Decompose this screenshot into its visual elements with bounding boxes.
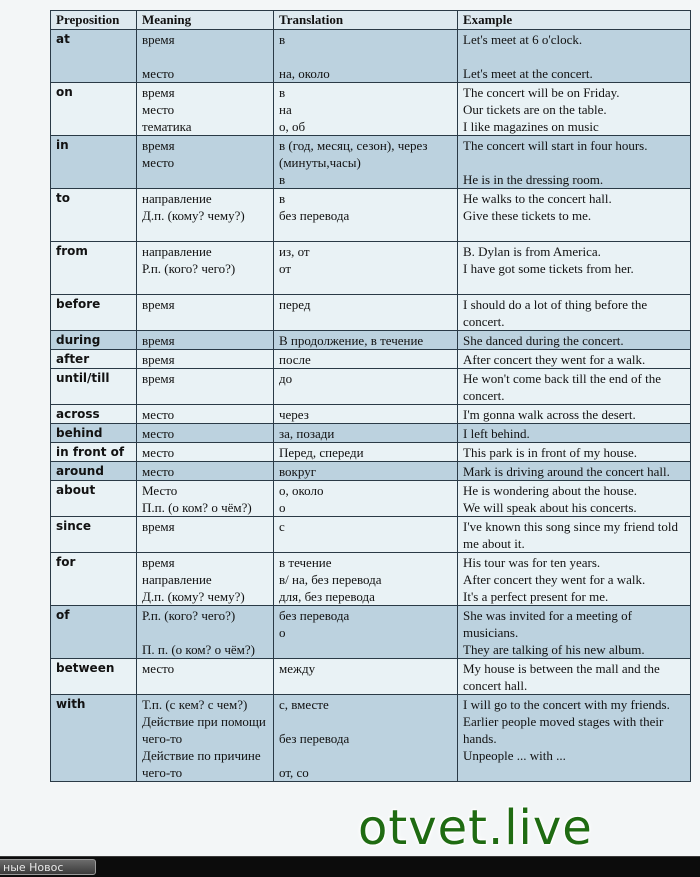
cell-line: Let's meet at 6 o'clock.: [463, 32, 583, 47]
taskbar-window-button[interactable]: ные Новос: [0, 859, 96, 875]
cell-line: П. п. (о ком? о чём?): [142, 642, 255, 657]
cell-line: The concert will be on Friday.: [463, 85, 620, 100]
meaning-cell: [137, 443, 274, 462]
translation-cell: [274, 517, 458, 553]
header-meaning: Meaning: [137, 11, 274, 30]
table-row: [51, 424, 691, 443]
table-row: [51, 331, 691, 350]
cell-line: в: [279, 32, 286, 47]
cell-line: Д.п. (кому? чему?): [142, 589, 245, 604]
example-cell: [458, 30, 691, 83]
preposition-cell: until/till: [51, 369, 137, 405]
cell-line: Действие при помощи чего-то: [142, 714, 266, 746]
example-cell: [458, 606, 691, 659]
example-cell: [458, 553, 691, 606]
cell-line: Earlier people moved stages with their hands.: [463, 714, 664, 746]
cell-spacer: [463, 48, 686, 65]
cell-line: после: [279, 352, 311, 367]
cell-line: After concert they went for a walk.: [463, 572, 646, 587]
cell-line: в (год, месяц, сезон), через (минуты,часы): [279, 138, 428, 170]
cell-line: They are talking of his new album.: [463, 642, 645, 657]
cell-line: Give these tickets to me.: [463, 208, 592, 223]
preposition-cell: before: [51, 295, 137, 331]
translation-cell: [274, 350, 458, 369]
meaning-cell: [137, 331, 274, 350]
cell-line: в: [279, 191, 286, 206]
table-row: [51, 295, 691, 331]
cell-line: место: [142, 445, 175, 460]
cell-line: Перед, спереди: [279, 445, 364, 460]
cell-line: в течение: [279, 555, 332, 570]
preposition-cell: on: [51, 83, 137, 136]
preposition-cell: of: [51, 606, 137, 659]
meaning-cell: [137, 462, 274, 481]
meaning-cell: [137, 424, 274, 443]
meaning-cell: [137, 606, 274, 659]
translation-cell: [274, 424, 458, 443]
cell-line: в: [279, 85, 286, 100]
meaning-cell: [137, 30, 274, 83]
example-cell: [458, 369, 691, 405]
cell-spacer: [279, 713, 453, 730]
cell-line: He is wondering about the house.: [463, 483, 638, 498]
cell-line: за, позади: [279, 426, 335, 441]
preposition-cell: since: [51, 517, 137, 553]
preposition-cell: with: [51, 695, 137, 782]
example-cell: [458, 517, 691, 553]
cell-line: место: [142, 426, 175, 441]
cell-line: I have got some tickets from her.: [463, 261, 634, 276]
preposition-cell: around: [51, 462, 137, 481]
example-cell: [458, 189, 691, 242]
cell-line: Let's meet at the concert.: [463, 66, 593, 81]
cell-line: направление: [142, 572, 212, 587]
table-row: [51, 136, 691, 189]
cell-spacer: [142, 624, 269, 641]
cell-line: время: [142, 555, 175, 570]
cell-spacer: [142, 48, 269, 65]
cell-line: His tour was for ten years.: [463, 555, 601, 570]
cell-line: время: [142, 297, 175, 312]
cell-line: место: [142, 102, 175, 117]
cell-line: место: [142, 66, 175, 81]
cell-line: The concert will start in four hours.: [463, 138, 648, 153]
example-cell: [458, 331, 691, 350]
example-cell: [458, 695, 691, 782]
table-row: [51, 242, 691, 295]
cell-line: время: [142, 371, 175, 386]
meaning-cell: [137, 242, 274, 295]
translation-cell: [274, 481, 458, 517]
table-row: [51, 189, 691, 242]
table-row: [51, 517, 691, 553]
table-row: [51, 606, 691, 659]
prepositions-table: [50, 10, 691, 782]
table-body: [51, 30, 691, 782]
translation-cell: [274, 443, 458, 462]
cell-line: В продолжение, в течение: [279, 333, 424, 348]
translation-cell: [274, 331, 458, 350]
cell-line: с, вместе: [279, 697, 329, 712]
cell-line: Unpeople ... with ...: [463, 748, 566, 763]
preposition-cell: in: [51, 136, 137, 189]
translation-cell: [274, 369, 458, 405]
meaning-cell: [137, 369, 274, 405]
cell-line: место: [142, 464, 175, 479]
example-cell: [458, 462, 691, 481]
cell-line: место: [142, 155, 175, 170]
preposition-cell: across: [51, 405, 137, 424]
translation-cell: [274, 695, 458, 782]
table-row: [51, 405, 691, 424]
preposition-cell: at: [51, 30, 137, 83]
cell-line: в/ на, без перевода: [279, 572, 382, 587]
cell-line: He walks to the concert hall.: [463, 191, 612, 206]
cell-spacer: [279, 747, 453, 764]
table-row: [51, 30, 691, 83]
cell-line: Д.п. (кому? чему?): [142, 208, 245, 223]
translation-cell: [274, 405, 458, 424]
translation-cell: [274, 553, 458, 606]
cell-line: I'm gonna walk across the desert.: [463, 407, 636, 422]
meaning-cell: [137, 295, 274, 331]
cell-line: о: [279, 625, 286, 640]
preposition-cell: for: [51, 553, 137, 606]
cell-line: место: [142, 407, 175, 422]
example-cell: [458, 350, 691, 369]
table-row: [51, 659, 691, 695]
meaning-cell: [137, 189, 274, 242]
meaning-cell: [137, 695, 274, 782]
preposition-cell: after: [51, 350, 137, 369]
cell-line: It's a perfect present for me.: [463, 589, 609, 604]
example-cell: [458, 83, 691, 136]
cell-spacer: [279, 48, 453, 65]
preposition-cell: behind: [51, 424, 137, 443]
cell-line: о, об: [279, 119, 306, 134]
cell-line: время: [142, 85, 175, 100]
cell-line: Место: [142, 483, 178, 498]
meaning-cell: [137, 83, 274, 136]
watermark: otvet.live: [358, 800, 593, 856]
header-example: Example: [458, 11, 691, 30]
preposition-cell: between: [51, 659, 137, 695]
translation-cell: [274, 659, 458, 695]
table-row: [51, 83, 691, 136]
translation-cell: [274, 83, 458, 136]
cell-line: He won't come back till the end of the concert.: [463, 371, 662, 403]
cell-line: This park is in front of my house.: [463, 445, 638, 460]
example-cell: [458, 295, 691, 331]
taskbar: [0, 856, 700, 877]
meaning-cell: [137, 659, 274, 695]
example-cell: [458, 443, 691, 462]
translation-cell: [274, 606, 458, 659]
cell-line: Р.п. (кого? чего?): [142, 261, 236, 276]
cell-line: Р.п. (кого? чего?): [142, 608, 236, 623]
cell-line: от: [279, 261, 292, 276]
cell-line: место: [142, 661, 175, 676]
table-row: [51, 481, 691, 517]
meaning-cell: [137, 517, 274, 553]
cell-line: вокруг: [279, 464, 317, 479]
table-row: [51, 553, 691, 606]
cell-line: без перевода: [279, 731, 350, 746]
cell-line: из, от: [279, 244, 310, 259]
cell-line: We will speak about his concerts.: [463, 500, 637, 515]
meaning-cell: [137, 136, 274, 189]
table-row: [51, 369, 691, 405]
translation-cell: [274, 136, 458, 189]
translation-cell: [274, 295, 458, 331]
cell-line: He is in the dressing room.: [463, 172, 604, 187]
meaning-cell: [137, 350, 274, 369]
translation-cell: [274, 30, 458, 83]
cell-line: с: [279, 519, 285, 534]
translation-cell: [274, 242, 458, 295]
example-cell: [458, 405, 691, 424]
cell-spacer: [463, 154, 686, 171]
cell-line: без перевода: [279, 208, 350, 223]
translation-cell: [274, 189, 458, 242]
example-cell: [458, 136, 691, 189]
table-header-row: [51, 11, 691, 30]
example-cell: [458, 481, 691, 517]
preposition-cell: from: [51, 242, 137, 295]
preposition-cell: to: [51, 189, 137, 242]
cell-line: I will go to the concert with my friends.: [463, 697, 670, 712]
example-cell: [458, 659, 691, 695]
cell-line: время: [142, 333, 175, 348]
cell-line: My house is between the mall and the concert hall.: [463, 661, 660, 693]
header-preposition: Preposition: [51, 11, 137, 30]
cell-line: I left behind.: [463, 426, 530, 441]
cell-line: на: [279, 102, 292, 117]
cell-line: на, около: [279, 66, 330, 81]
example-cell: [458, 242, 691, 295]
cell-line: Действие по причине чего-то: [142, 748, 261, 780]
cell-line: Т.п. (с кем? с чем?): [142, 697, 248, 712]
table-row: [51, 462, 691, 481]
cell-line: направление: [142, 244, 212, 259]
cell-line: She danced during the concert.: [463, 333, 624, 348]
cell-line: направление: [142, 191, 212, 206]
cell-line: I like magazines on music: [463, 119, 599, 134]
cell-line: Mark is driving around the concert hall.: [463, 464, 670, 479]
cell-line: П.п. (о ком? о чём?): [142, 500, 252, 515]
cell-line: о: [279, 500, 286, 515]
cell-line: тематика: [142, 119, 192, 134]
cell-line: о, около: [279, 483, 324, 498]
example-cell: [458, 424, 691, 443]
cell-line: через: [279, 407, 309, 422]
table-row: [51, 695, 691, 782]
preposition-cell: during: [51, 331, 137, 350]
meaning-cell: [137, 481, 274, 517]
cell-line: I've known this song since my friend told me about it.: [463, 519, 679, 551]
cell-line: B. Dylan is from America.: [463, 244, 601, 259]
meaning-cell: [137, 553, 274, 606]
cell-line: After concert they went for a walk.: [463, 352, 646, 367]
cell-line: время: [142, 352, 175, 367]
cell-line: до: [279, 371, 293, 386]
table-row: [51, 443, 691, 462]
cell-line: перед: [279, 297, 311, 312]
cell-line: в: [279, 172, 286, 187]
cell-line: без перевода: [279, 608, 350, 623]
table-row: [51, 350, 691, 369]
cell-line: время: [142, 32, 175, 47]
header-translation: Translation: [274, 11, 458, 30]
cell-line: время: [142, 138, 175, 153]
cell-line: She was invited for a meeting of musicians.: [463, 608, 632, 640]
preposition-cell: about: [51, 481, 137, 517]
cell-line: для, без перевода: [279, 589, 375, 604]
cell-line: между: [279, 661, 316, 676]
cell-line: от, со: [279, 765, 309, 780]
cell-line: время: [142, 519, 175, 534]
meaning-cell: [137, 405, 274, 424]
cell-line: Our tickets are on the table.: [463, 102, 607, 117]
translation-cell: [274, 462, 458, 481]
preposition-cell: in front of: [51, 443, 137, 462]
cell-line: I should do a lot of thing before the concert.: [463, 297, 648, 329]
